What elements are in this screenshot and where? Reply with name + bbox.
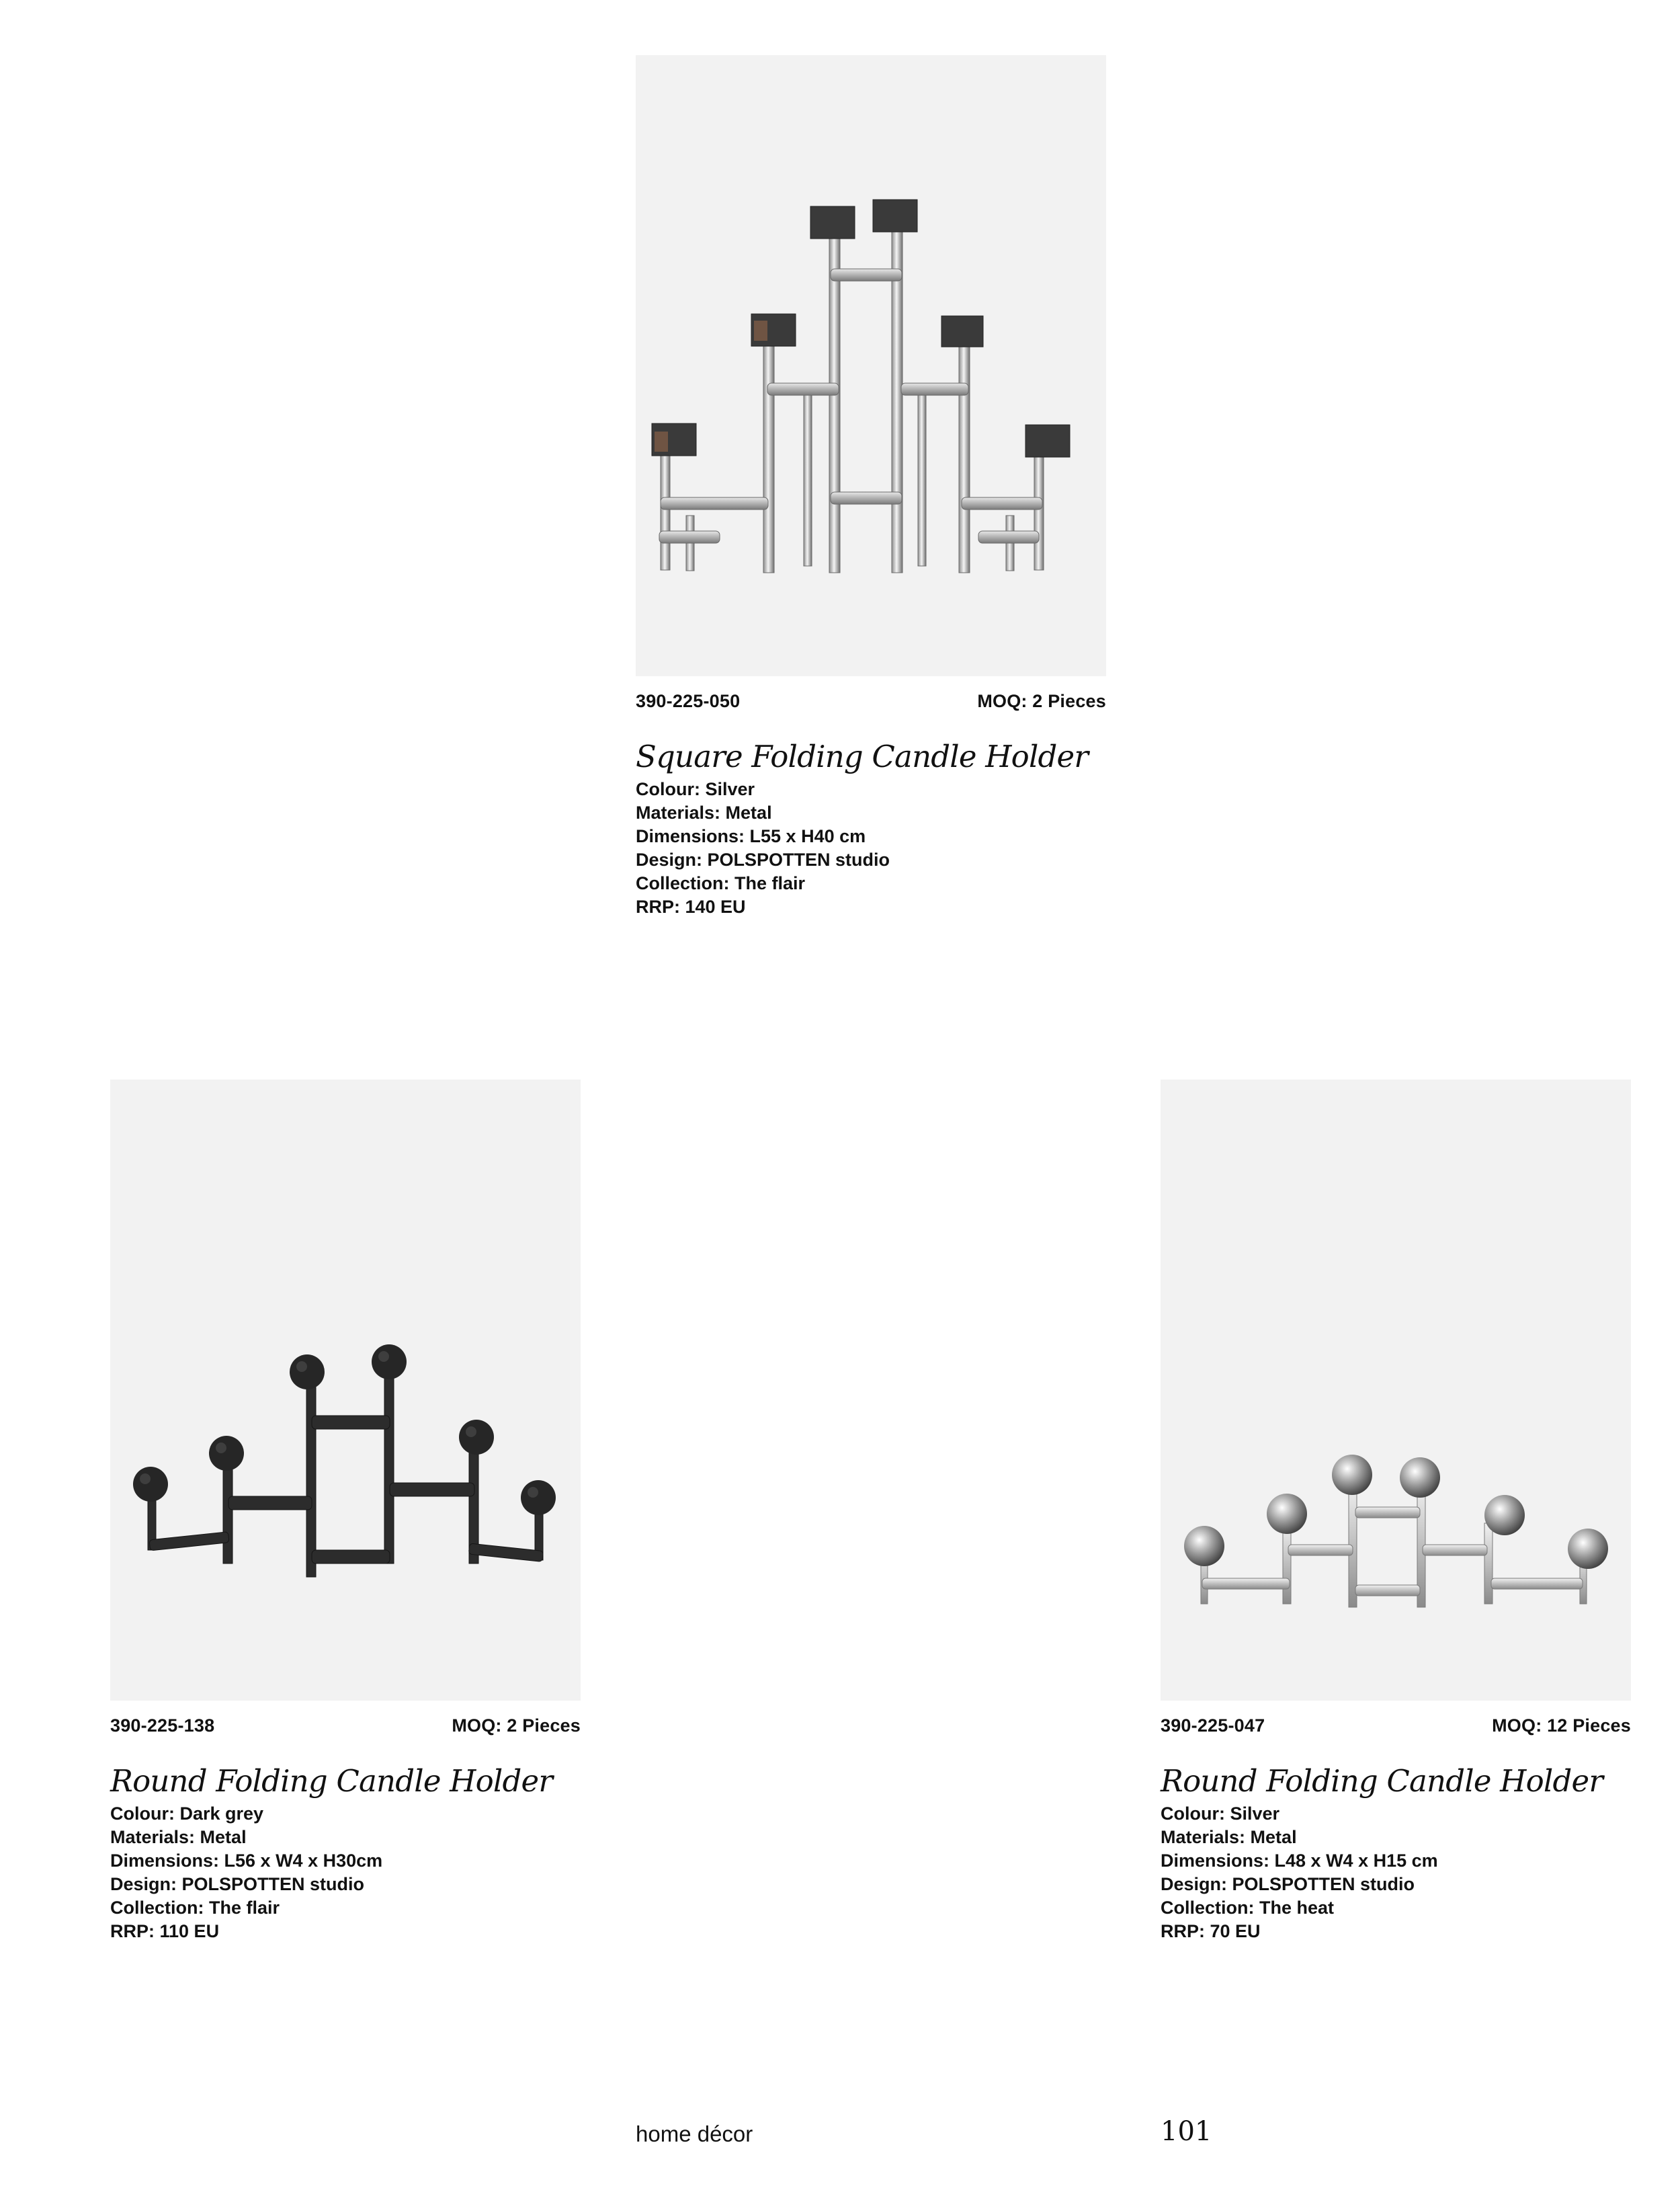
moq: MOQ: 12 Pieces — [1492, 1715, 1631, 1736]
sku: 390-225-047 — [1161, 1715, 1265, 1736]
product-photo-square — [636, 55, 1106, 676]
product-meta-row — [110, 1715, 581, 1736]
product-specs — [1161, 1802, 1631, 1943]
product-photo-round-dark — [110, 1080, 581, 1701]
sku: 390-225-138 — [110, 1715, 215, 1736]
spec-collection: Collection: The heat — [1161, 1898, 1335, 1918]
spec-design: Design: POLSPOTTEN studio — [636, 850, 890, 870]
spec-collection: Collection: The flair — [636, 873, 806, 893]
spec-materials: Materials: Metal — [1161, 1827, 1297, 1847]
spec-rrp: RRP: 70 EU — [1161, 1921, 1261, 1941]
product-card-round-dark — [110, 1080, 581, 1943]
product-meta-row — [1161, 1715, 1631, 1736]
spec-rrp: RRP: 140 EU — [636, 897, 746, 917]
product-title: Square Folding Candle Holder — [636, 739, 1089, 774]
spec-dimensions: Dimensions: L55 x H40 cm — [636, 826, 866, 846]
spec-colour: Colour: Silver — [636, 779, 755, 799]
sku: 390-225-050 — [636, 691, 741, 711]
product-card-round-silver — [1161, 1080, 1631, 1943]
product-title: Round Folding Candle Holder — [110, 1763, 553, 1799]
spec-design: Design: POLSPOTTEN studio — [1161, 1874, 1415, 1894]
product-meta-row — [636, 691, 1106, 712]
product-photo-round-silver — [1161, 1080, 1631, 1701]
spec-colour: Colour: Silver — [1161, 1803, 1280, 1824]
square-candle-holder-image — [636, 55, 1106, 676]
product-specs — [110, 1802, 581, 1943]
moq: MOQ: 2 Pieces — [452, 1715, 581, 1736]
spec-dimensions: Dimensions: L56 x W4 x H30cm — [110, 1851, 383, 1871]
moq: MOQ: 2 Pieces — [977, 691, 1106, 711]
spec-materials: Materials: Metal — [636, 803, 772, 823]
spec-collection: Collection: The flair — [110, 1898, 280, 1918]
spec-materials: Materials: Metal — [110, 1827, 247, 1847]
page-number: 101 — [1161, 2116, 1212, 2147]
product-title: Round Folding Candle Holder — [1161, 1763, 1603, 1799]
spec-rrp: RRP: 110 EU — [110, 1921, 220, 1941]
product-card-square — [636, 55, 1106, 919]
spec-colour: Colour: Dark grey — [110, 1803, 264, 1824]
spec-dimensions: Dimensions: L48 x W4 x H15 cm — [1161, 1851, 1438, 1871]
footer-section-label: home décor — [636, 2121, 753, 2146]
round-candle-holder-dark-image — [110, 1080, 581, 1701]
product-specs — [636, 778, 1106, 919]
round-candle-holder-silver-image — [1161, 1080, 1631, 1701]
spec-design: Design: POLSPOTTEN studio — [110, 1874, 365, 1894]
